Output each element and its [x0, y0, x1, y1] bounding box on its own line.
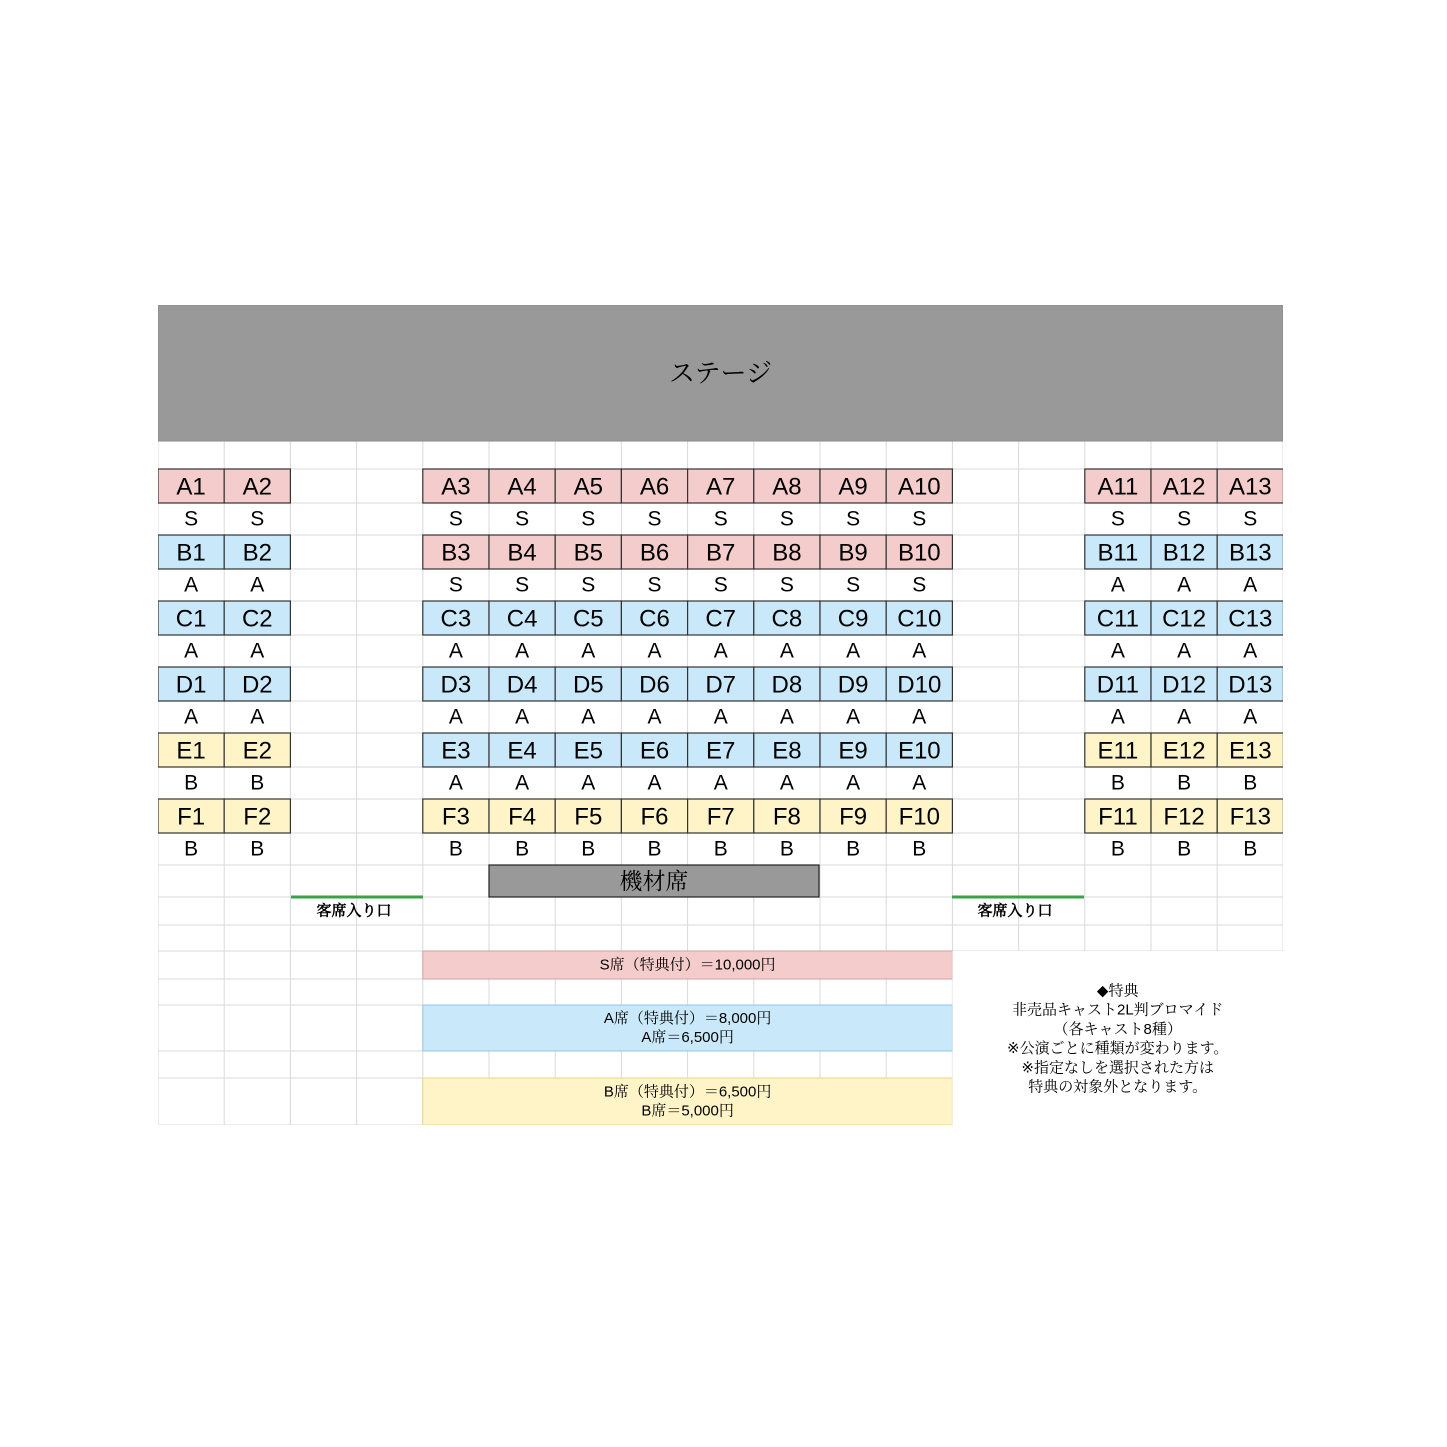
seat-rank: A [250, 573, 265, 597]
seat-rank: A [448, 771, 463, 795]
bonus-line: ※指定なしを選択された方は [1021, 1059, 1214, 1077]
seat-b12[interactable] [1151, 535, 1217, 569]
seat-e7[interactable] [688, 733, 754, 767]
seat-label: F11 [1098, 803, 1138, 831]
seat-label: B3 [441, 539, 471, 567]
seat-rank: S [846, 573, 861, 597]
price-text: B席＝5,000円 [641, 1102, 734, 1120]
seat-d13[interactable] [1217, 667, 1283, 701]
seat-e5[interactable] [555, 733, 621, 767]
seat-rank: B [846, 837, 861, 861]
seat-c11[interactable] [1085, 601, 1151, 635]
seat-rank: S [448, 507, 463, 531]
seat-label: C7 [705, 605, 737, 633]
seat-rank: A [846, 639, 861, 663]
seat-label: F10 [898, 803, 940, 831]
seat-label: A10 [897, 473, 941, 501]
seat-label: E3 [441, 737, 471, 765]
seat-label: D7 [705, 671, 737, 699]
seat-label: A6 [639, 473, 670, 501]
seat-rank: A [581, 771, 596, 795]
seat-label: D4 [506, 671, 538, 699]
bonus-line: （各キャスト8種） [1053, 1020, 1182, 1038]
seat-label: C10 [897, 605, 942, 633]
equipment-label: 機材席 [619, 868, 689, 894]
seat-f10[interactable] [886, 799, 952, 833]
seat-rank: A [1177, 705, 1192, 729]
seat-rank: A [713, 705, 728, 729]
seat-a5[interactable] [555, 469, 621, 503]
seat-a2[interactable] [224, 469, 290, 503]
seat-rank: S [184, 507, 199, 531]
seat-label: B6 [639, 539, 670, 567]
seat-b11[interactable] [1085, 535, 1151, 569]
price-legend [423, 951, 953, 1125]
seat-a4[interactable] [489, 469, 555, 503]
seat-e13[interactable] [1217, 733, 1283, 767]
seat-rank: A [1110, 573, 1125, 597]
seat-c1[interactable] [158, 601, 224, 635]
seat-rank: B [1110, 771, 1125, 795]
seat-label: F2 [243, 803, 272, 831]
seat-label: D1 [175, 671, 207, 699]
seat-b9[interactable] [820, 535, 886, 569]
seat-a10[interactable] [886, 469, 952, 503]
seat-b3[interactable] [423, 535, 489, 569]
seat-label: C5 [572, 605, 604, 633]
seat-label: E8 [772, 737, 802, 765]
seat-rank: B [184, 771, 199, 795]
seat-label: D11 [1096, 671, 1140, 699]
seat-b8[interactable] [754, 535, 820, 569]
seat-rank: B [912, 837, 927, 861]
seat-rank: S [846, 507, 861, 531]
seat-rank: S [448, 573, 463, 597]
seat-rank: B [1243, 771, 1258, 795]
seat-rank: B [448, 837, 463, 861]
seat-label: F4 [508, 803, 537, 831]
price-text: A席＝6,500円 [641, 1029, 734, 1046]
seat-rank: S [647, 507, 662, 531]
seat-rank: S [912, 573, 927, 597]
seat-b5[interactable] [555, 535, 621, 569]
bonus-box [952, 951, 1283, 1125]
seat-label: F9 [839, 803, 868, 831]
seat-label: B7 [706, 539, 736, 567]
seat-b2[interactable] [224, 535, 290, 569]
seat-rank: A [912, 639, 927, 663]
seat-label: B10 [897, 539, 941, 567]
seat-f5[interactable] [555, 799, 621, 833]
seat-c7[interactable] [688, 601, 754, 635]
seat-d2[interactable] [224, 667, 290, 701]
seat-rank: S [779, 507, 794, 531]
seat-rank: A [1110, 639, 1125, 663]
seat-rank: S [713, 573, 728, 597]
seat-d11[interactable] [1085, 667, 1151, 701]
seat-b6[interactable] [621, 535, 687, 569]
seat-f12[interactable] [1151, 799, 1217, 833]
seat-e9[interactable] [820, 733, 886, 767]
seat-d12[interactable] [1151, 667, 1217, 701]
seat-rank: S [1243, 507, 1258, 531]
seat-rank: B [1243, 837, 1258, 861]
seat-a7[interactable] [688, 469, 754, 503]
seat-label: F5 [574, 803, 603, 831]
seat-rank: A [647, 639, 662, 663]
bonus-line: ※公演ごとに種類が変わります。 [1007, 1040, 1229, 1058]
bonus-line: 非売品キャスト2L判ブロマイド [1012, 1001, 1224, 1019]
seat-rank: S [250, 507, 265, 531]
seat-label: E4 [507, 737, 537, 765]
seat-f2[interactable] [224, 799, 290, 833]
stage-label: ステージ [669, 358, 772, 388]
seat-label: F1 [177, 803, 206, 831]
seat-rank: A [779, 705, 794, 729]
seat-label: C13 [1228, 605, 1273, 633]
seat-label: D8 [771, 671, 803, 699]
seat-a1[interactable] [158, 469, 224, 503]
seat-rank: A [515, 771, 530, 795]
seat-c2[interactable] [224, 601, 290, 635]
seat-label: C2 [241, 605, 273, 633]
seat-d6[interactable] [621, 667, 687, 701]
seat-label: A2 [242, 473, 272, 501]
seat-f7[interactable] [688, 799, 754, 833]
seat-d7[interactable] [688, 667, 754, 701]
seat-rank: A [515, 705, 530, 729]
price-text: A席（特典付）＝8,000円 [603, 1010, 772, 1027]
seat-rank: A [1177, 639, 1192, 663]
seat-c10[interactable] [886, 601, 952, 635]
seat-rank: B [1177, 771, 1192, 795]
seat-f1[interactable] [158, 799, 224, 833]
seat-c3[interactable] [423, 601, 489, 635]
seat-rank: S [647, 573, 662, 597]
seat-label: A11 [1097, 473, 1139, 501]
seating-chart [158, 305, 1283, 1125]
seat-rank: A [713, 639, 728, 663]
seat-label: C9 [837, 605, 869, 633]
seat-label: F8 [772, 803, 801, 831]
seat-f9[interactable] [820, 799, 886, 833]
seat-e1[interactable] [158, 733, 224, 767]
seat-b10[interactable] [886, 535, 952, 569]
seat-rank: S [1110, 507, 1125, 531]
seat-blocks [158, 469, 1283, 861]
seat-rank: A [1243, 573, 1258, 597]
seat-label: C12 [1162, 605, 1207, 633]
seat-rank: A [515, 639, 530, 663]
seat-rank: S [581, 507, 596, 531]
seat-rank: B [647, 837, 662, 861]
seat-label: F12 [1163, 803, 1205, 831]
seat-rank: S [912, 507, 927, 531]
seat-label: F3 [441, 803, 470, 831]
seat-label: D5 [572, 671, 604, 699]
seat-d5[interactable] [555, 667, 621, 701]
seat-rank: A [779, 771, 794, 795]
seat-rank: A [1177, 573, 1192, 597]
seat-rank: A [184, 639, 199, 663]
seat-label: D13 [1228, 671, 1273, 699]
seat-rank: A [448, 639, 463, 663]
seat-label: E9 [838, 737, 868, 765]
seat-rank: A [846, 705, 861, 729]
seat-label: D2 [241, 671, 273, 699]
seat-f6[interactable] [621, 799, 687, 833]
entrance-right-label: 客席入り口 [977, 902, 1053, 920]
seat-label: A7 [706, 473, 736, 501]
seat-rank: B [581, 837, 596, 861]
seat-label: D10 [897, 671, 942, 699]
seat-a3[interactable] [423, 469, 489, 503]
seat-f3[interactable] [423, 799, 489, 833]
seat-rank: A [1243, 705, 1258, 729]
seat-rank: A [647, 771, 662, 795]
seat-d9[interactable] [820, 667, 886, 701]
seat-label: E1 [176, 737, 206, 765]
seat-e2[interactable] [224, 733, 290, 767]
seat-rank: A [184, 573, 199, 597]
seat-label: A9 [838, 473, 868, 501]
seat-label: B5 [573, 539, 603, 567]
bonus-line: ◆特典 [1096, 982, 1139, 1000]
seat-label: A4 [507, 473, 537, 501]
seat-e12[interactable] [1151, 733, 1217, 767]
seat-label: E6 [639, 737, 670, 765]
seat-c4[interactable] [489, 601, 555, 635]
seat-label: D3 [440, 671, 472, 699]
seat-label: B8 [772, 539, 802, 567]
seat-rank: A [448, 705, 463, 729]
seat-label: E12 [1162, 737, 1206, 765]
seat-a9[interactable] [820, 469, 886, 503]
seat-label: D12 [1162, 671, 1207, 699]
seat-rank: B [1110, 837, 1125, 861]
seat-rank: B [515, 837, 530, 861]
seat-label: A1 [176, 473, 206, 501]
seat-rank: A [581, 639, 596, 663]
seat-label: C8 [771, 605, 803, 633]
seat-label: C4 [506, 605, 538, 633]
seat-rank: A [912, 705, 927, 729]
seat-rank: B [1177, 837, 1192, 861]
seat-d10[interactable] [886, 667, 952, 701]
seat-label: B9 [838, 539, 868, 567]
seat-label: C11 [1096, 605, 1140, 633]
seat-a11[interactable] [1085, 469, 1151, 503]
seat-rank: S [515, 573, 530, 597]
seat-f13[interactable] [1217, 799, 1283, 833]
seat-label: D6 [639, 671, 670, 699]
seat-rank: A [581, 705, 596, 729]
seat-label: A12 [1162, 473, 1206, 501]
seat-rank: A [779, 639, 794, 663]
seat-rank: A [846, 771, 861, 795]
seat-d3[interactable] [423, 667, 489, 701]
seat-rank: B [779, 837, 794, 861]
entrance-left-label: 客席入り口 [316, 902, 392, 920]
seat-label: F13 [1229, 803, 1271, 831]
seat-rank: S [779, 573, 794, 597]
equipment-area [489, 865, 819, 897]
seat-e6[interactable] [621, 733, 687, 767]
seat-f11[interactable] [1085, 799, 1151, 833]
seat-label: F6 [640, 803, 669, 831]
seat-rank: A [912, 771, 927, 795]
seat-d8[interactable] [754, 667, 820, 701]
seat-c13[interactable] [1217, 601, 1283, 635]
seat-label: A3 [441, 473, 471, 501]
seat-d1[interactable] [158, 667, 224, 701]
seat-rank: S [1177, 507, 1192, 531]
seat-b7[interactable] [688, 535, 754, 569]
seat-c6[interactable] [621, 601, 687, 635]
seat-f8[interactable] [754, 799, 820, 833]
seat-c8[interactable] [754, 601, 820, 635]
bonus-info [952, 951, 1283, 1125]
seat-rank: B [713, 837, 728, 861]
seat-label: B4 [507, 539, 537, 567]
seat-label: C6 [639, 605, 670, 633]
seat-c9[interactable] [820, 601, 886, 635]
price-text: B席（特典付）＝6,500円 [603, 1083, 772, 1101]
seat-rank: B [184, 837, 199, 861]
seat-label: E7 [706, 737, 736, 765]
price-text: S席（特典付）＝10,000円 [599, 956, 776, 974]
seat-e8[interactable] [754, 733, 820, 767]
seat-label: E13 [1228, 737, 1272, 765]
seat-label: A13 [1228, 473, 1272, 501]
seat-f4[interactable] [489, 799, 555, 833]
seat-rank: B [250, 837, 265, 861]
seat-label: C3 [440, 605, 472, 633]
seat-label: B1 [176, 539, 206, 567]
seat-e4[interactable] [489, 733, 555, 767]
seat-rank: A [250, 639, 265, 663]
stage-area [158, 305, 1283, 441]
seat-rank: A [1243, 639, 1258, 663]
seat-rank: B [250, 771, 265, 795]
seat-rank: A [250, 705, 265, 729]
seat-e11[interactable] [1085, 733, 1151, 767]
seat-label: E10 [897, 737, 941, 765]
seat-rank: A [184, 705, 199, 729]
seat-c12[interactable] [1151, 601, 1217, 635]
seat-label: D9 [837, 671, 869, 699]
seat-label: B11 [1097, 539, 1139, 567]
seat-label: A8 [772, 473, 802, 501]
seat-rank: S [515, 507, 530, 531]
seat-a12[interactable] [1151, 469, 1217, 503]
seat-a13[interactable] [1217, 469, 1283, 503]
seat-label: B12 [1162, 539, 1206, 567]
seat-b13[interactable] [1217, 535, 1283, 569]
seat-b4[interactable] [489, 535, 555, 569]
seat-a8[interactable] [754, 469, 820, 503]
seat-label: C1 [175, 605, 207, 633]
seat-rank: A [647, 705, 662, 729]
seat-label: B13 [1228, 539, 1272, 567]
seat-label: A5 [573, 473, 603, 501]
seat-e10[interactable] [886, 733, 952, 767]
bonus-line: 特典の対象外となります。 [1028, 1078, 1208, 1096]
seat-e3[interactable] [423, 733, 489, 767]
seat-rank: A [713, 771, 728, 795]
seat-label: E2 [242, 737, 272, 765]
seat-rank: A [1110, 705, 1125, 729]
seat-rank: S [713, 507, 728, 531]
seat-d4[interactable] [489, 667, 555, 701]
seat-label: E5 [573, 737, 603, 765]
seat-rank: S [581, 573, 596, 597]
seat-c5[interactable] [555, 601, 621, 635]
seat-b1[interactable] [158, 535, 224, 569]
seat-a6[interactable] [621, 469, 687, 503]
seat-label: B2 [242, 539, 272, 567]
seat-label: E11 [1097, 737, 1139, 765]
seat-label: F7 [706, 803, 735, 831]
